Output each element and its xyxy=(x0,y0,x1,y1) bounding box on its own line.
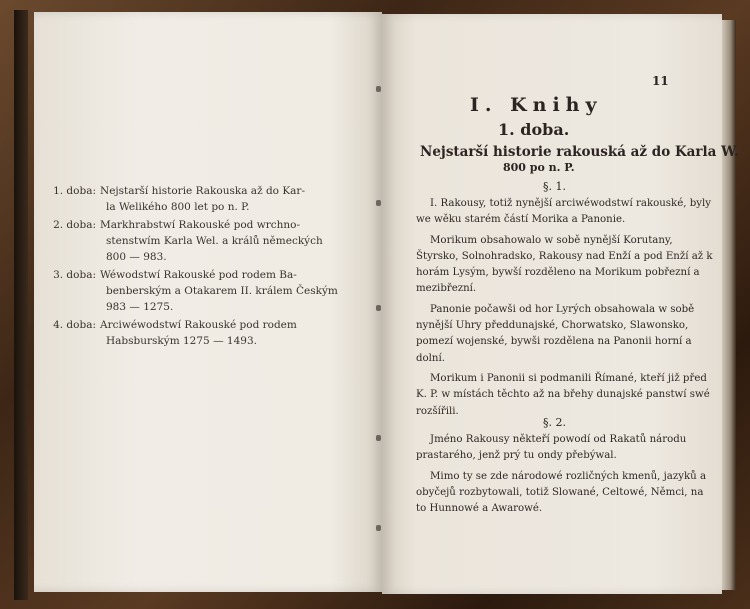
binding-stitch xyxy=(376,86,381,92)
binding-stitch xyxy=(376,525,381,531)
paragraph: I. Rakousy, totiž nynější arciwéwodstwí rakouské, byly we wěku starém částí Morika a Panonie. xyxy=(416,198,712,226)
toc-line: benberským a Otakarem II. králem Českým 983 — 1275. xyxy=(106,285,338,313)
toc-entry xyxy=(42,217,342,265)
toc-line: Nejstarší historie Rakouska až do Kar- xyxy=(100,185,305,197)
toc-line: stenstwím Karla Wel. a králů německých 800 — 983. xyxy=(106,235,323,263)
page-number: 11 xyxy=(652,74,669,88)
page-edges xyxy=(722,20,736,590)
section-heading: §. 1. xyxy=(543,180,566,193)
chapter-title: Nejstarší historie rakouská až do Karla W. xyxy=(420,144,739,160)
period-title: 1. doba. xyxy=(498,120,570,139)
binding-stitch xyxy=(376,435,381,441)
section-heading: §. 2. xyxy=(543,416,566,429)
spine-edge xyxy=(14,10,28,600)
paragraph: Morikum i Panonii si podmanili Římané, kteří již před K. P. w místách těchto až na břehy dunajské panstwí swé rozšířili. xyxy=(416,372,710,417)
body-text xyxy=(416,432,716,517)
toc-label: 3. doba: xyxy=(53,269,96,281)
toc-entry xyxy=(42,267,342,315)
paragraph: Mimo ty se zde národowé rozličných kmenů, jazyků a obyčejů rozbytowali, totiž Slowané, Celtowé, Němci, na to Hunnowé a Awarowé. xyxy=(416,470,707,515)
toc-line: Wéwodstwí Rakouské pod rodem Ba- xyxy=(100,269,297,281)
table-of-contents xyxy=(42,183,342,351)
paragraph: Morikum obsahowalo w sobě nynější Korutany, Štyrsko, Solnohradsko, Rakousy nad Enží a pod Enží až k horám Lysým, bywší rozděleno na Morikum pobřezní a mezibřezní. xyxy=(416,234,713,295)
toc-entry xyxy=(42,183,342,215)
toc-label: 2. doba: xyxy=(53,219,96,231)
toc-line: Arciwéwodstwí Rakouské pod rodem xyxy=(100,319,297,331)
toc-line: Habsburským 1275 — 1493. xyxy=(106,335,257,347)
body-text xyxy=(416,196,716,420)
toc-label: 1. doba: xyxy=(53,185,96,197)
toc-label: 4. doba: xyxy=(53,319,96,331)
paragraph: Panonie počawši od hor Lyrých obsahowala w sobě nynější Uhry předdunajské, Chorwatsko, Slawonsko, pomezí wojenské, bywši rozdělena na Panonii horní a dolní. xyxy=(416,303,695,364)
book-title: I. Knihy xyxy=(470,94,603,116)
toc-line: la Welikého 800 let po n. P. xyxy=(106,201,250,213)
toc-entry xyxy=(42,317,342,349)
binding-stitch xyxy=(376,305,381,311)
binding-stitch xyxy=(376,200,381,206)
toc-line: Markhrabstwí Rakouské pod wrchno- xyxy=(100,219,300,231)
paragraph: Jméno Rakousy někteří powodí od Rakatů národu prastarého, jenž prý tu ondy přebýwal. xyxy=(416,434,687,462)
chapter-subtitle: 800 po n. P. xyxy=(503,161,575,174)
